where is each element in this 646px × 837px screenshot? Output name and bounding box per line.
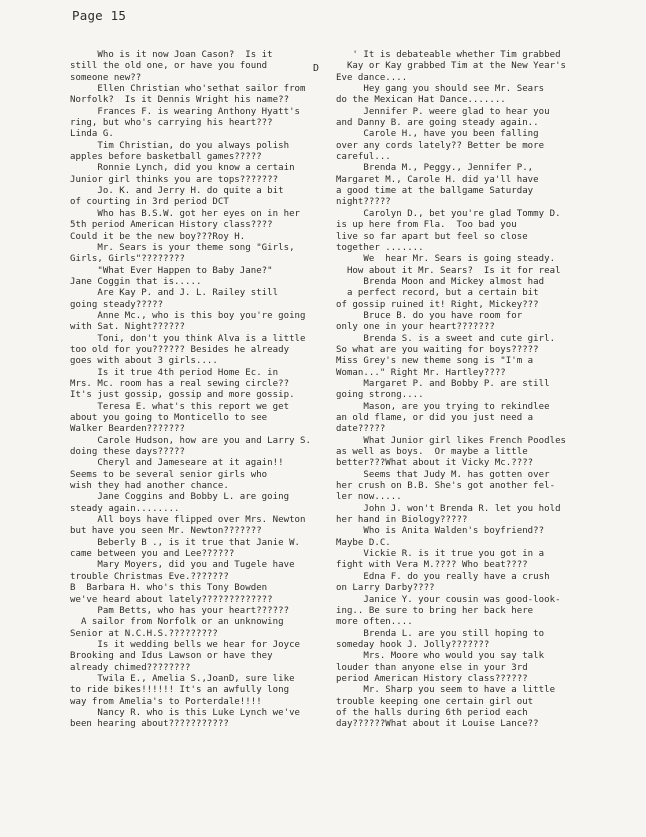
text-line: Woman..." Right Mr. Hartley???? [336, 367, 506, 378]
text-line: apples before basketball games????? [70, 152, 262, 163]
text-line: too old for you?????? Besides he already [70, 344, 290, 355]
text-line: Jo. K. and Jerry H. do quite a bit [70, 186, 284, 197]
text-line: louder than anyone else in your 3rd [336, 662, 528, 673]
text-line: Mason, are you trying to rekindlee [336, 401, 550, 412]
text-line: It's just gossip, gossip and more gossip. [70, 390, 295, 401]
text-line: Could it be the new boy???Roy H. [70, 231, 246, 242]
text-line: Jane Coggins and Bobby L. are going [70, 492, 290, 503]
text-line: but have you seen Mr. Newton??????? [70, 526, 262, 537]
text-line: Brenda L. are you still hoping to [336, 628, 545, 639]
text-line: on Larry Darby???? [336, 583, 435, 594]
text-line: Mr. Sears is your theme song "Girls, [70, 242, 295, 253]
text-line: Who is it now Joan Cason? Is it [70, 50, 273, 60]
text-line: Miss Grey's new theme song is "I'm a [336, 356, 534, 367]
text-line: Brenda Moon and Mickey almost had [336, 276, 545, 287]
text-line: Ellen Christian who'sethat sailor from [70, 84, 306, 95]
text-line: doing these days????? [70, 447, 186, 458]
text-line: Junior girl thinks you are tops??????? [70, 174, 279, 185]
text-line: about you going to Monticello to see [70, 413, 268, 423]
text-line: do the Mexican Hat Dance....... [336, 95, 506, 106]
text-line: Ronnie Lynch, did you know a certain [70, 163, 295, 174]
text-line: Toni, don't you think Alva is a little [70, 333, 306, 344]
text-line: Bruce B. do you have room for [336, 310, 523, 321]
text-line: Brenda M., Peggy., Jennifer P., [336, 163, 534, 174]
text-line: Carolyn D., bet you're glad Tommy D. [336, 208, 561, 219]
left-column [70, 50, 328, 731]
text-line: someone new?? [70, 72, 142, 83]
text-line: Are Kay P. and J. L. Railey still [70, 288, 279, 299]
text-line: Brooking and Idus Lawson or have they [70, 651, 273, 662]
page-number: Page 15 [72, 8, 127, 23]
text-line: ler now..... [336, 492, 402, 503]
text-line: fight with Vera M.???? Who beat???? [336, 560, 528, 571]
text-line: day??????What about it Louise Lance?? [336, 719, 539, 730]
text-line: trouble Christmas Eve.??????? [70, 571, 229, 582]
text-line: better???What about it Vicky Mc.???? [336, 458, 534, 469]
text-line: as well as boys. Or maybe a little [336, 447, 528, 458]
text-line: with Sat. Night?????? [70, 322, 186, 333]
text-line: her crush on B.B. She's got another fel- [336, 481, 556, 492]
text-line: John J. won't Brenda R. let you hold [336, 503, 561, 514]
text-line: Margaret M., Carole H. did ya'll have [336, 174, 539, 185]
text-line: a perfect record, but a certain bit [336, 288, 539, 299]
text-line: over any cords lately?? Better be more [336, 140, 545, 151]
text-line: Walker Bearden??????? [70, 424, 186, 435]
text-line: Girls, Girls"???????? [70, 254, 186, 265]
text-line: Mrs. Mc. room has a real sewing circle?? [70, 378, 290, 389]
text-line: Eve dance.... [336, 72, 408, 83]
text-line: Maybe D.C. [336, 537, 391, 548]
text-line: period American History class?????? [336, 673, 528, 684]
text-line: live so far apart but feel so close [336, 231, 528, 242]
text-line: Janice Y. your cousin was good-look- [336, 594, 561, 605]
text-line: night????? [336, 197, 391, 208]
text-line: Is it wedding bells we hear for Joyce [70, 639, 301, 650]
text-line: Carole Hudson, how are you and Larry S. [70, 435, 311, 446]
text-line: Twila E., Amelia S.,JoanD, sure like [70, 673, 295, 684]
text-line: steady again........ [70, 503, 180, 514]
text-line: 5th period American History class???? [70, 220, 273, 231]
text-line: Vickie R. is it true you got in a [336, 549, 545, 560]
text-line: Senior at N.C.H.S.????????? [70, 628, 218, 639]
text-line: Seems to be several senior girls who [70, 469, 268, 480]
text-line: been hearing about??????????? [70, 719, 229, 730]
text-line: Mary Moyers, did you and Tugele have [70, 560, 295, 571]
text-line: Carole H., have you been falling [336, 129, 539, 140]
text-line: How about it Mr. Sears? Is it for real [336, 265, 561, 276]
text-line: Nancy R. who is this Luke Lynch we've [70, 707, 301, 718]
text-line: going steady????? [70, 299, 164, 310]
text-line: of gossip ruined it! Right, Mickey??? [336, 299, 539, 310]
text-line: So what are you waiting for boys????? [336, 344, 539, 355]
text-line: trouble keeping one certain girl out [336, 696, 534, 707]
text-line: only one in your heart??????? [336, 322, 495, 333]
text-line: Linda G. [70, 129, 114, 140]
text-line: and Danny B. are going steady again.. [336, 118, 539, 129]
text-line: What Junior girl likes French Poodles [336, 435, 567, 446]
text-line: B Barbara H. who's this Tony Bowden [70, 583, 268, 594]
text-line: ing.. Be sure to bring her back here [336, 605, 534, 616]
text-line: All boys have flipped over Mrs. Newton [70, 515, 306, 526]
text-line: already chimed???????? [70, 662, 191, 673]
text-line: Mr. Sharp you seem to have a little [336, 685, 556, 696]
text-line: date????? [336, 424, 386, 435]
text-line: Brenda S. is a sweet and cute girl. [336, 333, 556, 344]
text-line: wish they had another chance. [70, 481, 229, 492]
text-line: Frances F. is wearing Anthony Hyatt's [70, 106, 301, 117]
text-line: is up here from Fla. Too bad you [336, 220, 517, 231]
text-line: Who has B.S.W. got her eyes on in her [70, 208, 301, 219]
text-line: to ride bikes!!!!!! It's an awfully long [70, 685, 290, 696]
text-line: Norfolk? Is it Dennis Wright his name?? [70, 95, 290, 106]
text-line: Kay or Kay grabbed Tim at the New Year's [336, 61, 567, 72]
margin-mark: D [313, 63, 320, 74]
text-line: Jennifer P. weere glad to hear you [336, 106, 550, 117]
right-column [336, 50, 622, 731]
text-line: came between you and Lee?????? [70, 549, 235, 560]
text-line: a good time at the ballgame Saturday [336, 186, 534, 197]
text-line: way from Amelia's to Porterdale!!!! [70, 696, 262, 707]
text-line: someday hook J. Jolly??????? [336, 639, 490, 650]
text-line: Tim Christian, do you always polish [70, 140, 290, 151]
text-line: ring, but who's carrying his heart??? [70, 118, 273, 129]
text-line: Who is Anita Walden's boyfriend?? [336, 526, 545, 537]
text-line: A sailor from Norfolk or an unknowing [70, 617, 284, 628]
text-line: We hear Mr. Sears is going steady. [336, 254, 556, 265]
text-line: Teresa E. what's this report we get [70, 401, 290, 412]
text-line: goes with about 3 girls.... [70, 356, 218, 367]
text-line: Margaret P. and Bobby P. are still [336, 378, 550, 389]
text-line: Edna F. do you really have a crush [336, 571, 550, 582]
text-line: Mrs. Moore who would you say talk [336, 651, 545, 662]
text-line: still the old one, or have you found [70, 61, 268, 72]
text-line: ' It is debateable whether Tim grabbed [336, 50, 561, 60]
text-line: Jane Coggin that is..... [70, 276, 202, 287]
text-line: Beberly B ., is it true that Janie W. [70, 537, 301, 548]
text-line: going strong.... [336, 390, 424, 401]
text-line: Seems that Judy M. has gotten over [336, 469, 550, 480]
text-line: Cheryl and Jameseare at it again!! [70, 458, 284, 469]
text-line: Is it true 4th period Home Ec. in [70, 367, 279, 378]
text-line: Anne Mc., who is this boy you're going [70, 310, 306, 321]
text-line: "What Ever Happen to Baby Jane?" [70, 265, 273, 276]
text-line: more often.... [336, 617, 413, 628]
text-line: Hey gang you should see Mr. Sears [336, 84, 545, 95]
text-line: Pam Betts, who has your heart?????? [70, 605, 290, 616]
text-line: we've heard about lately????????????? [70, 594, 273, 605]
text-line: of courting in 3rd period DCT [70, 197, 229, 208]
text-line: her hand in Biology????? [336, 515, 468, 526]
text-line: careful... [336, 152, 391, 163]
text-line: an old flame, or did you just need a [336, 413, 534, 423]
text-line: of the halls during 6th period each [336, 707, 528, 718]
text-line: together ....... [336, 242, 424, 253]
